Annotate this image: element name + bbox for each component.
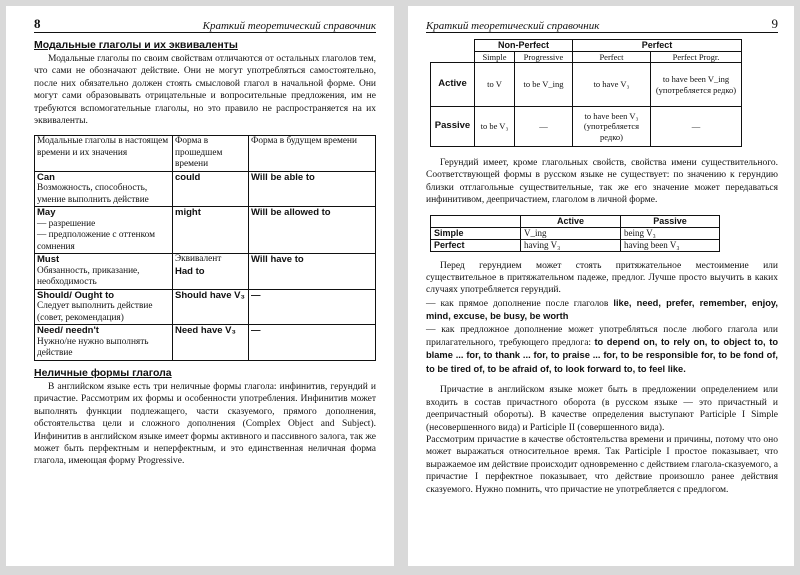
table-header-row — [431, 40, 742, 52]
section-paragraph-modal-verbs: Модальные глаголы по своим свойствам отличаются от остальных глаголов тем, что сами не обозначают действие. Они не могут употребляться самостоятельно, после них обязательно должен стоять смысловой глагол в начальной форме. Они могут сами образовывать отрицательные и вопросительные предложения, им не требуются вспомогательные глаголы, но это правило не распространяется на их эквиваленты. — [34, 54, 376, 127]
group-header: Non-Perfect — [475, 40, 573, 52]
past-form: Should have V₃ — [173, 289, 249, 325]
table-row — [431, 63, 742, 107]
gerund-list-item: — как предложное дополнение может употребляться после любого глагола или прилагательного, требующего предлога: to depend on, to rely on, to object to, to blame ... for, to thank ... for, to praise ... for, to be responsible for, to be fond of, to be tired of, to be afraid of, to look forward to, to feel like. — [426, 324, 778, 374]
modal-meaning: — разрешение — предположение с оттенком сомнения — [37, 218, 155, 252]
table-corner — [431, 40, 475, 52]
table-cell: to have V₃ — [573, 63, 651, 107]
row-header: Active — [431, 63, 475, 107]
left-page — [6, 6, 394, 566]
future-form: — — [249, 289, 376, 325]
table-corner — [431, 51, 475, 63]
row-header: Passive — [431, 107, 475, 147]
table-cell: to V — [475, 63, 515, 107]
future-form: Will have to — [249, 254, 376, 290]
modal-verb: Need/ needn't — [37, 325, 99, 337]
row-header: Perfect — [431, 239, 521, 251]
table-subheader-row — [431, 51, 742, 63]
gerund-usage-paragraph: Перед герундием может стоять притяжательное местоимение или существительное в притяжательном падеже, предлог. Лучше просто выучить в каких случаях употребляется герундий. — [426, 260, 778, 296]
table-cell — [35, 289, 173, 325]
gerund-list-item: — как прямое дополнение после глаголов like, need, prefer, remember, enjoy, mind, excuse, be busy, be worth — [426, 297, 779, 322]
table-cell — [35, 254, 173, 290]
table-row — [35, 171, 376, 207]
table-cell — [173, 254, 249, 290]
table-cell — [35, 207, 173, 254]
sub-header: Perfect Progr. — [651, 51, 742, 63]
table-row — [35, 207, 376, 254]
section-title-modal-verbs: Модальные глаголы и их эквиваленты — [34, 39, 238, 51]
table-cell: to be V₃ — [475, 107, 515, 147]
future-form: Will be allowed to — [249, 207, 376, 254]
equivalent-note: Эквивалент — [175, 254, 222, 265]
table-row — [431, 239, 720, 251]
page-number: 9 — [771, 16, 778, 31]
past-form: might — [173, 207, 249, 254]
modal-verb: Should/ Ought to — [37, 289, 115, 301]
past-form: Had to — [175, 265, 205, 277]
table-cell: being V₃ — [621, 227, 720, 239]
header-title: Краткий теоретический справочник — [202, 20, 376, 32]
table-cell: having been V₃ — [621, 239, 720, 251]
modal-verbs-table — [34, 135, 376, 361]
modal-verb: May — [37, 207, 56, 219]
header-title: Краткий теоретический справочник — [426, 20, 600, 32]
sub-header: Perfect — [573, 51, 651, 63]
modal-meaning: Нужно/не нужно выполнять действие — [37, 336, 149, 359]
table-cell: having V₃ — [521, 239, 621, 251]
past-form: could — [173, 171, 249, 207]
section-title-nonfinite-forms: Неличные формы глагола — [34, 366, 172, 379]
table-cell — [35, 171, 173, 207]
table-header-cell: Форма в будущем времени — [249, 136, 376, 172]
table-header-cell: Модальные глаголы в настоящем времени и их значения — [35, 136, 173, 172]
future-form: — — [249, 325, 376, 361]
running-header — [426, 12, 778, 33]
sub-header: Simple — [475, 51, 515, 63]
right-page — [408, 6, 794, 566]
table-cell: to have been V_ing (употребляется редко) — [651, 63, 742, 107]
gerund-forms-table — [430, 215, 720, 252]
table-cell: — — [651, 107, 742, 147]
group-header: Perfect — [573, 40, 742, 52]
modal-meaning: Следует выполнить действие (совет, рекомендация) — [37, 301, 153, 323]
table-cell: to be V_ing — [515, 63, 573, 107]
modal-meaning: Возможность, способность, умение выполнить действие — [37, 183, 149, 205]
table-row — [431, 227, 720, 239]
table-cell: V_ing — [521, 227, 621, 239]
participle-paragraph: Рассмотрим причастие в качестве обстоятельства времени и причины, потому что оно может выражаться относительное время. Так Participle I простое показывает, что выражаемое им действие происходит одновременно с действием глагола-сказуемого, а причастие I перфектное показывает, что действие произошло ранее действия сказуемого. Нужно помнить, что причастие не употребляется с предлогом. — [426, 434, 778, 495]
page-number: 8 — [34, 16, 41, 31]
row-header: Simple — [431, 227, 521, 239]
table-header-row — [35, 136, 376, 172]
table-cell — [35, 325, 173, 361]
gerund-intro-paragraph: Герундий имеет, кроме глагольных свойств, свойства имени существительного. Соответствующей формы в русском языке не существует: по значению к герундию близки отглагольные существительные, так же его значение может передаваться инфинитивом, деепричастием, глаголом в личной форме. — [426, 158, 778, 206]
table-row — [35, 325, 376, 361]
modal-meaning: Обязанность, приказание, необходимость — [37, 265, 140, 288]
table-header-row — [431, 215, 720, 227]
modal-verb: Can — [37, 171, 55, 183]
table-row — [35, 254, 376, 290]
past-form: Need have V₃ — [173, 325, 249, 361]
section-paragraph-nonfinite-forms: В английском языке есть три неличные формы глагола: инфинитив, герундий и причастие. Рассмотрим их формы и особенности употребления. Инфинитив может выполнять функции подлежащего, части сказуемого, прямого дополнения, обстоятельства цели и сложного дополнения (Complex Object and Subject). Инфинитив в английском языке имеет формы активного и пассивного залога, так же может быть перфектным и неперфектным, и это единственная неличная форма глагола, имеющая форму Progressive. — [34, 381, 377, 467]
future-form: Will be able to — [249, 171, 376, 207]
table-cell: — — [515, 107, 573, 147]
running-header — [34, 12, 376, 33]
table-header-cell: Active — [521, 215, 621, 227]
table-row — [35, 289, 376, 325]
infinitive-forms-table — [430, 39, 742, 147]
sub-header: Progressive — [515, 51, 573, 63]
table-header-cell: Passive — [621, 215, 720, 227]
participle-paragraph: Причастие в английском языке может быть в предложении определением или входить в состав причастного оборота (в русском языке — это причастный и деепричастный обороты). В качестве определения выступают Participle I Simple (несовершенного вида) и Participle II (совершенного вида). — [426, 385, 778, 433]
modal-verb: Must — [37, 254, 60, 266]
table-corner — [431, 215, 521, 227]
table-header-cell: Форма в прошедшем времени — [173, 136, 249, 172]
table-cell: to have been V₃ (употребляется редко) — [573, 107, 651, 147]
table-row — [431, 107, 742, 147]
